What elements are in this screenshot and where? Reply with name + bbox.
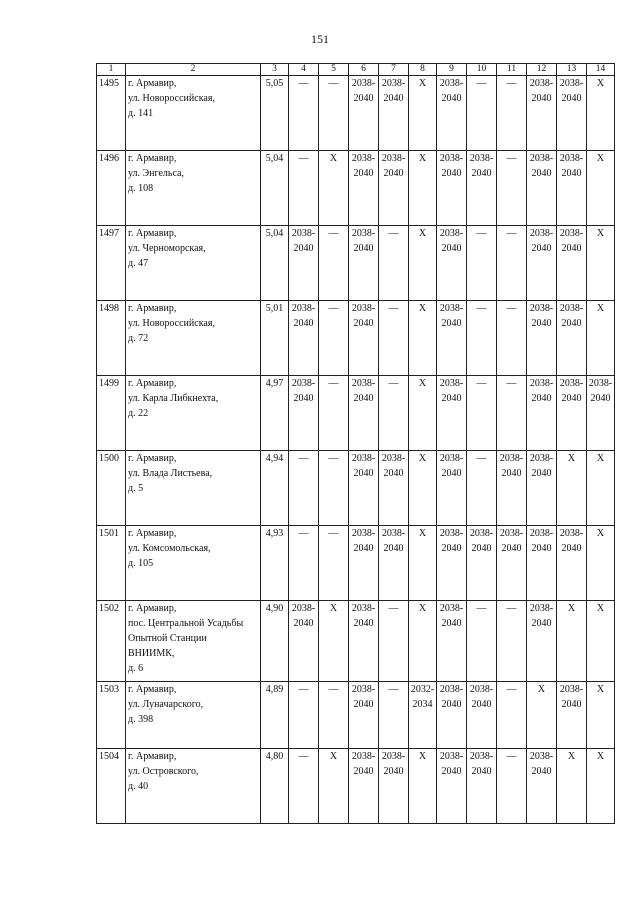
table-cell: — (319, 376, 349, 451)
table-cell: 5,01 (261, 301, 289, 376)
table-cell: 2038- 2040 (437, 451, 467, 526)
column-number: 5 (319, 64, 349, 76)
table-cell: 2038- 2040 (467, 526, 497, 601)
table-cell: X (409, 301, 437, 376)
table-cell: 2038- 2040 (527, 451, 557, 526)
table-cell: 2038- 2040 (437, 601, 467, 682)
table-cell: X (587, 451, 615, 526)
table-cell: X (409, 226, 437, 301)
table-cell: 2038- 2040 (349, 301, 379, 376)
table-cell: 2038- 2040 (467, 682, 497, 749)
table-cell: X (587, 76, 615, 151)
column-number: 14 (587, 64, 615, 76)
column-number: 13 (557, 64, 587, 76)
table-cell: — (379, 601, 409, 682)
row-number-cell: 1500 (97, 451, 126, 526)
table-cell: X (557, 749, 587, 824)
table-cell: — (379, 226, 409, 301)
table-cell: — (319, 682, 349, 749)
row-number-cell: 1499 (97, 376, 126, 451)
row-number-cell: 1504 (97, 749, 126, 824)
address-cell: г. Армавир, ул. Комсомольская, д. 105 (126, 526, 261, 601)
table-cell: 2038- 2040 (349, 601, 379, 682)
table-cell: 2038- 2040 (497, 526, 527, 601)
row-number-cell: 1495 (97, 76, 126, 151)
table-cell: 2038- 2040 (379, 526, 409, 601)
table-cell: — (467, 76, 497, 151)
table-cell: X (409, 376, 437, 451)
table-cell: — (289, 526, 319, 601)
address-cell: г. Армавир, ул. Островского, д. 40 (126, 749, 261, 824)
table-cell: 2038- 2040 (289, 226, 319, 301)
column-number: 11 (497, 64, 527, 76)
address-cell: г. Армавир, ул. Влада Листьева, д. 5 (126, 451, 261, 526)
table-cell: X (319, 601, 349, 682)
table-cell: 2038- 2040 (527, 601, 557, 682)
table-cell: X (557, 451, 587, 526)
table-cell: 2038- 2040 (557, 226, 587, 301)
table-row (97, 749, 615, 824)
table-cell: 4,94 (261, 451, 289, 526)
table-cell: — (467, 376, 497, 451)
table-cell: — (467, 301, 497, 376)
table-cell: X (409, 601, 437, 682)
table-cell: 2038- 2040 (289, 301, 319, 376)
table-cell: — (289, 151, 319, 226)
table-cell: X (409, 749, 437, 824)
table-cell: X (557, 601, 587, 682)
table-row (97, 76, 615, 151)
table-cell: — (319, 226, 349, 301)
table-cell: — (497, 682, 527, 749)
table-cell: — (319, 76, 349, 151)
table-cell: 2038- 2040 (349, 526, 379, 601)
table-cell: X (587, 749, 615, 824)
table-cell: X (587, 682, 615, 749)
table-cell: X (587, 526, 615, 601)
address-cell: г. Армавир, пос. Центральной Усадьбы Опытной Станции ВНИИМК, д. 6 (126, 601, 261, 682)
column-number: 7 (379, 64, 409, 76)
row-number-cell: 1503 (97, 682, 126, 749)
table-row (97, 526, 615, 601)
table-row (97, 376, 615, 451)
column-number-row (97, 64, 615, 76)
table-cell: — (467, 226, 497, 301)
table-cell: 2038- 2040 (349, 451, 379, 526)
address-cell: г. Армавир, ул. Новороссийская, д. 141 (126, 76, 261, 151)
table-cell: 2038- 2040 (587, 376, 615, 451)
table-cell: — (379, 301, 409, 376)
column-number: 6 (349, 64, 379, 76)
table-cell: 2038- 2040 (527, 749, 557, 824)
table-cell: X (587, 301, 615, 376)
table-cell: 2038- 2040 (379, 151, 409, 226)
table-cell: — (497, 76, 527, 151)
table-cell: — (379, 682, 409, 749)
table-cell: — (497, 601, 527, 682)
table-row (97, 301, 615, 376)
row-number-cell: 1501 (97, 526, 126, 601)
table-cell: 4,97 (261, 376, 289, 451)
table-cell: — (497, 226, 527, 301)
address-cell: г. Армавир, ул. Новороссийская, д. 72 (126, 301, 261, 376)
address-cell: г. Армавир, ул. Луначарского, д. 398 (126, 682, 261, 749)
table-cell: — (467, 601, 497, 682)
table-cell: X (409, 526, 437, 601)
table-cell: — (379, 376, 409, 451)
page-number: 151 (311, 32, 329, 46)
table-cell: 2038- 2040 (557, 301, 587, 376)
table-cell: 2038- 2040 (557, 682, 587, 749)
table-cell: 4,93 (261, 526, 289, 601)
table-cell: 2038- 2040 (557, 526, 587, 601)
column-number: 4 (289, 64, 319, 76)
column-number: 1 (97, 64, 126, 76)
table-cell: 2038- 2040 (379, 76, 409, 151)
table-cell: 2038- 2040 (557, 376, 587, 451)
row-number-cell: 1498 (97, 301, 126, 376)
table-cell: 5,05 (261, 76, 289, 151)
column-number: 12 (527, 64, 557, 76)
table-cell: X (319, 749, 349, 824)
table-cell: X (587, 601, 615, 682)
column-number: 10 (467, 64, 497, 76)
column-number: 2 (126, 64, 261, 76)
table-cell: 2038- 2040 (437, 526, 467, 601)
table-cell: — (497, 376, 527, 451)
table-cell: X (587, 151, 615, 226)
row-number-cell: 1502 (97, 601, 126, 682)
table-cell: 2038- 2040 (527, 376, 557, 451)
table-cell: 2038- 2040 (379, 749, 409, 824)
table-cell: 2038- 2040 (437, 682, 467, 749)
table-cell: — (319, 301, 349, 376)
table-row (97, 226, 615, 301)
table-cell: — (497, 151, 527, 226)
table-cell: — (289, 682, 319, 749)
table-cell: 2038- 2040 (467, 749, 497, 824)
table-row (97, 601, 615, 682)
table-cell: X (527, 682, 557, 749)
table-cell: 2038- 2040 (349, 76, 379, 151)
address-cell: г. Армавир, ул. Черноморская, д. 47 (126, 226, 261, 301)
table-cell: 2038- 2040 (289, 376, 319, 451)
table-cell: 5,04 (261, 226, 289, 301)
table-row (97, 451, 615, 526)
table-cell: X (409, 451, 437, 526)
table-cell: 2038- 2040 (527, 226, 557, 301)
table-cell: 2038- 2040 (527, 151, 557, 226)
row-number-cell: 1496 (97, 151, 126, 226)
table-cell: X (587, 226, 615, 301)
table-cell: — (289, 749, 319, 824)
column-number: 8 (409, 64, 437, 76)
table-cell: 2038- 2040 (349, 151, 379, 226)
table-cell: — (467, 451, 497, 526)
table-cell: 2032- 2034 (409, 682, 437, 749)
table-cell: 2038- 2040 (379, 451, 409, 526)
table-cell: 2038- 2040 (289, 601, 319, 682)
row-number-cell: 1497 (97, 226, 126, 301)
table-cell: 2038- 2040 (557, 151, 587, 226)
table-cell: 4,89 (261, 682, 289, 749)
table-cell: 5,04 (261, 151, 289, 226)
table-cell: 2038- 2040 (467, 151, 497, 226)
table-cell: — (319, 526, 349, 601)
table-cell: 2038- 2040 (527, 76, 557, 151)
table-cell: 2038- 2040 (437, 151, 467, 226)
table-cell: 2038- 2040 (349, 749, 379, 824)
table-cell: — (497, 301, 527, 376)
column-number: 3 (261, 64, 289, 76)
address-cell: г. Армавир, ул. Энгельса, д. 108 (126, 151, 261, 226)
table-cell: — (319, 451, 349, 526)
table-cell: 2038- 2040 (527, 526, 557, 601)
table-cell: X (319, 151, 349, 226)
table-cell: 2038- 2040 (349, 226, 379, 301)
table-cell: 2038- 2040 (349, 682, 379, 749)
table-cell: 2038- 2040 (437, 226, 467, 301)
table-cell: — (289, 451, 319, 526)
table-row (97, 151, 615, 226)
table-cell: 2038- 2040 (437, 301, 467, 376)
table-cell: X (409, 76, 437, 151)
table-cell: 2038- 2040 (437, 749, 467, 824)
table-cell: — (497, 749, 527, 824)
table-row (97, 682, 615, 749)
address-cell: г. Армавир, ул. Карла Либкнехта, д. 22 (126, 376, 261, 451)
table-cell: 4,80 (261, 749, 289, 824)
table-cell: 2038- 2040 (349, 376, 379, 451)
register-table (96, 63, 615, 824)
table-cell: 2038- 2040 (437, 376, 467, 451)
table-cell: 4,90 (261, 601, 289, 682)
column-number: 9 (437, 64, 467, 76)
table-cell: 2038- 2040 (497, 451, 527, 526)
table-cell: — (289, 76, 319, 151)
table-cell: 2038- 2040 (437, 76, 467, 151)
table-cell: X (409, 151, 437, 226)
table-cell: 2038- 2040 (557, 76, 587, 151)
table-cell: 2038- 2040 (527, 301, 557, 376)
